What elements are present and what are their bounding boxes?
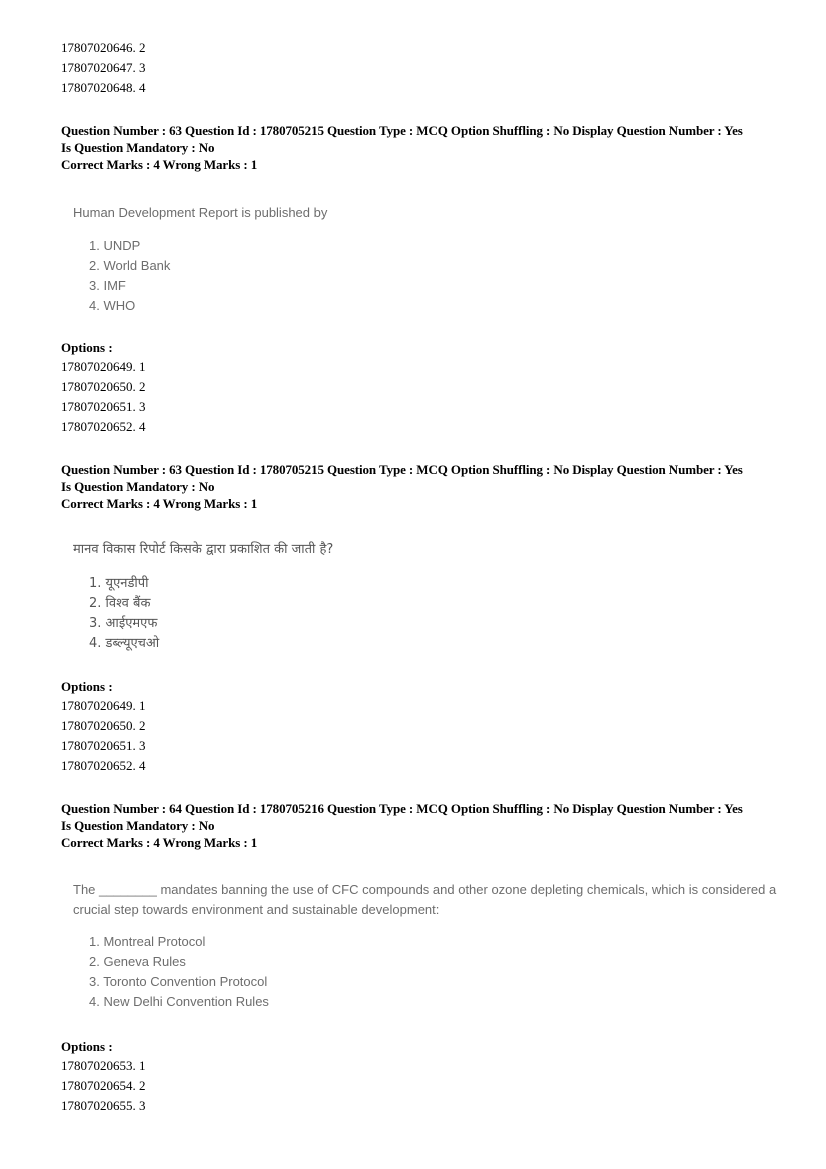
question-marks: Correct Marks : 4 Wrong Marks : 1 — [61, 157, 258, 172]
option-line: 17807020655. 3 — [61, 1098, 146, 1113]
question-marks: Correct Marks : 4 Wrong Marks : 1 — [61, 835, 258, 850]
choice-item: 4. डब्ल्यूएचओ — [89, 636, 160, 651]
question-image — [61, 203, 773, 316]
options-section — [61, 677, 146, 776]
question-meta — [61, 800, 791, 851]
option-line: 17807020652. 4 — [61, 419, 146, 434]
question-meta-line: Question Number : 64 Question Id : 1780705216 Question Type : MCQ Option Shuffling : No Display Question Number : Yes — [61, 801, 743, 816]
choice-item: 3. आईएमएफ — [89, 616, 158, 631]
question-meta-line: Question Number : 63 Question Id : 1780705215 Question Type : MCQ Option Shuffling : No Display Question Number : Yes — [61, 462, 743, 477]
options-label: Options : — [61, 679, 113, 694]
option-line: 17807020649. 1 — [61, 359, 146, 374]
question-image — [61, 880, 778, 1012]
choice-item: 3. IMF — [89, 278, 126, 293]
choice-item: 2. Geneva Rules — [89, 954, 186, 969]
carryover-options — [61, 38, 146, 98]
option-line: 17807020648. 4 — [61, 80, 146, 95]
options-label: Options : — [61, 1039, 113, 1054]
option-line: 17807020654. 2 — [61, 1078, 146, 1093]
choice-item: 4. WHO — [89, 298, 136, 313]
choice-list — [73, 236, 773, 316]
choice-item: 2. World Bank — [89, 258, 171, 273]
question-block — [61, 461, 791, 773]
question-mandatory: Is Question Mandatory : No — [61, 818, 215, 833]
choice-item: 1. Montreal Protocol — [89, 934, 206, 949]
option-line: 17807020651. 3 — [61, 399, 146, 414]
choice-list — [73, 932, 778, 1012]
choice-item: 2. विश्व बैंक — [89, 596, 151, 611]
choice-item: 1. UNDP — [89, 238, 141, 253]
options-section — [61, 1037, 146, 1116]
question-mandatory: Is Question Mandatory : No — [61, 479, 215, 494]
question-stem: Human Development Report is published by — [73, 205, 328, 220]
option-line: 17807020651. 3 — [61, 738, 146, 753]
question-mandatory: Is Question Mandatory : No — [61, 140, 215, 155]
question-stem: The ________ mandates banning the use of CFC compounds and other ozone depleting chemicals, which is considered a crucial step towards environment and sustainable development: — [73, 882, 777, 917]
question-meta — [61, 122, 791, 173]
option-line: 17807020650. 2 — [61, 379, 146, 394]
option-line: 17807020647. 3 — [61, 60, 146, 75]
choice-item: 4. New Delhi Convention Rules — [89, 994, 269, 1009]
question-block — [61, 800, 791, 1113]
option-line: 17807020652. 4 — [61, 758, 146, 773]
option-line: 17807020650. 2 — [61, 718, 146, 733]
option-line: 17807020646. 2 — [61, 40, 146, 55]
option-line: 17807020649. 1 — [61, 698, 146, 713]
choice-item: 3. Toronto Convention Protocol — [89, 974, 268, 989]
question-meta-line: Question Number : 63 Question Id : 1780705215 Question Type : MCQ Option Shuffling : No Display Question Number : Yes — [61, 123, 743, 138]
question-image — [61, 540, 773, 654]
choice-item: 1. यूएनडीपी — [89, 576, 149, 591]
choice-list — [73, 574, 773, 654]
option-line: 17807020653. 1 — [61, 1058, 146, 1073]
question-block — [61, 122, 791, 434]
options-label: Options : — [61, 340, 113, 355]
question-marks: Correct Marks : 4 Wrong Marks : 1 — [61, 496, 258, 511]
question-stem: मानव विकास रिपोर्ट किसके द्वारा प्रकाशित की जाती है? — [73, 542, 334, 557]
options-section — [61, 338, 146, 437]
question-meta — [61, 461, 791, 512]
